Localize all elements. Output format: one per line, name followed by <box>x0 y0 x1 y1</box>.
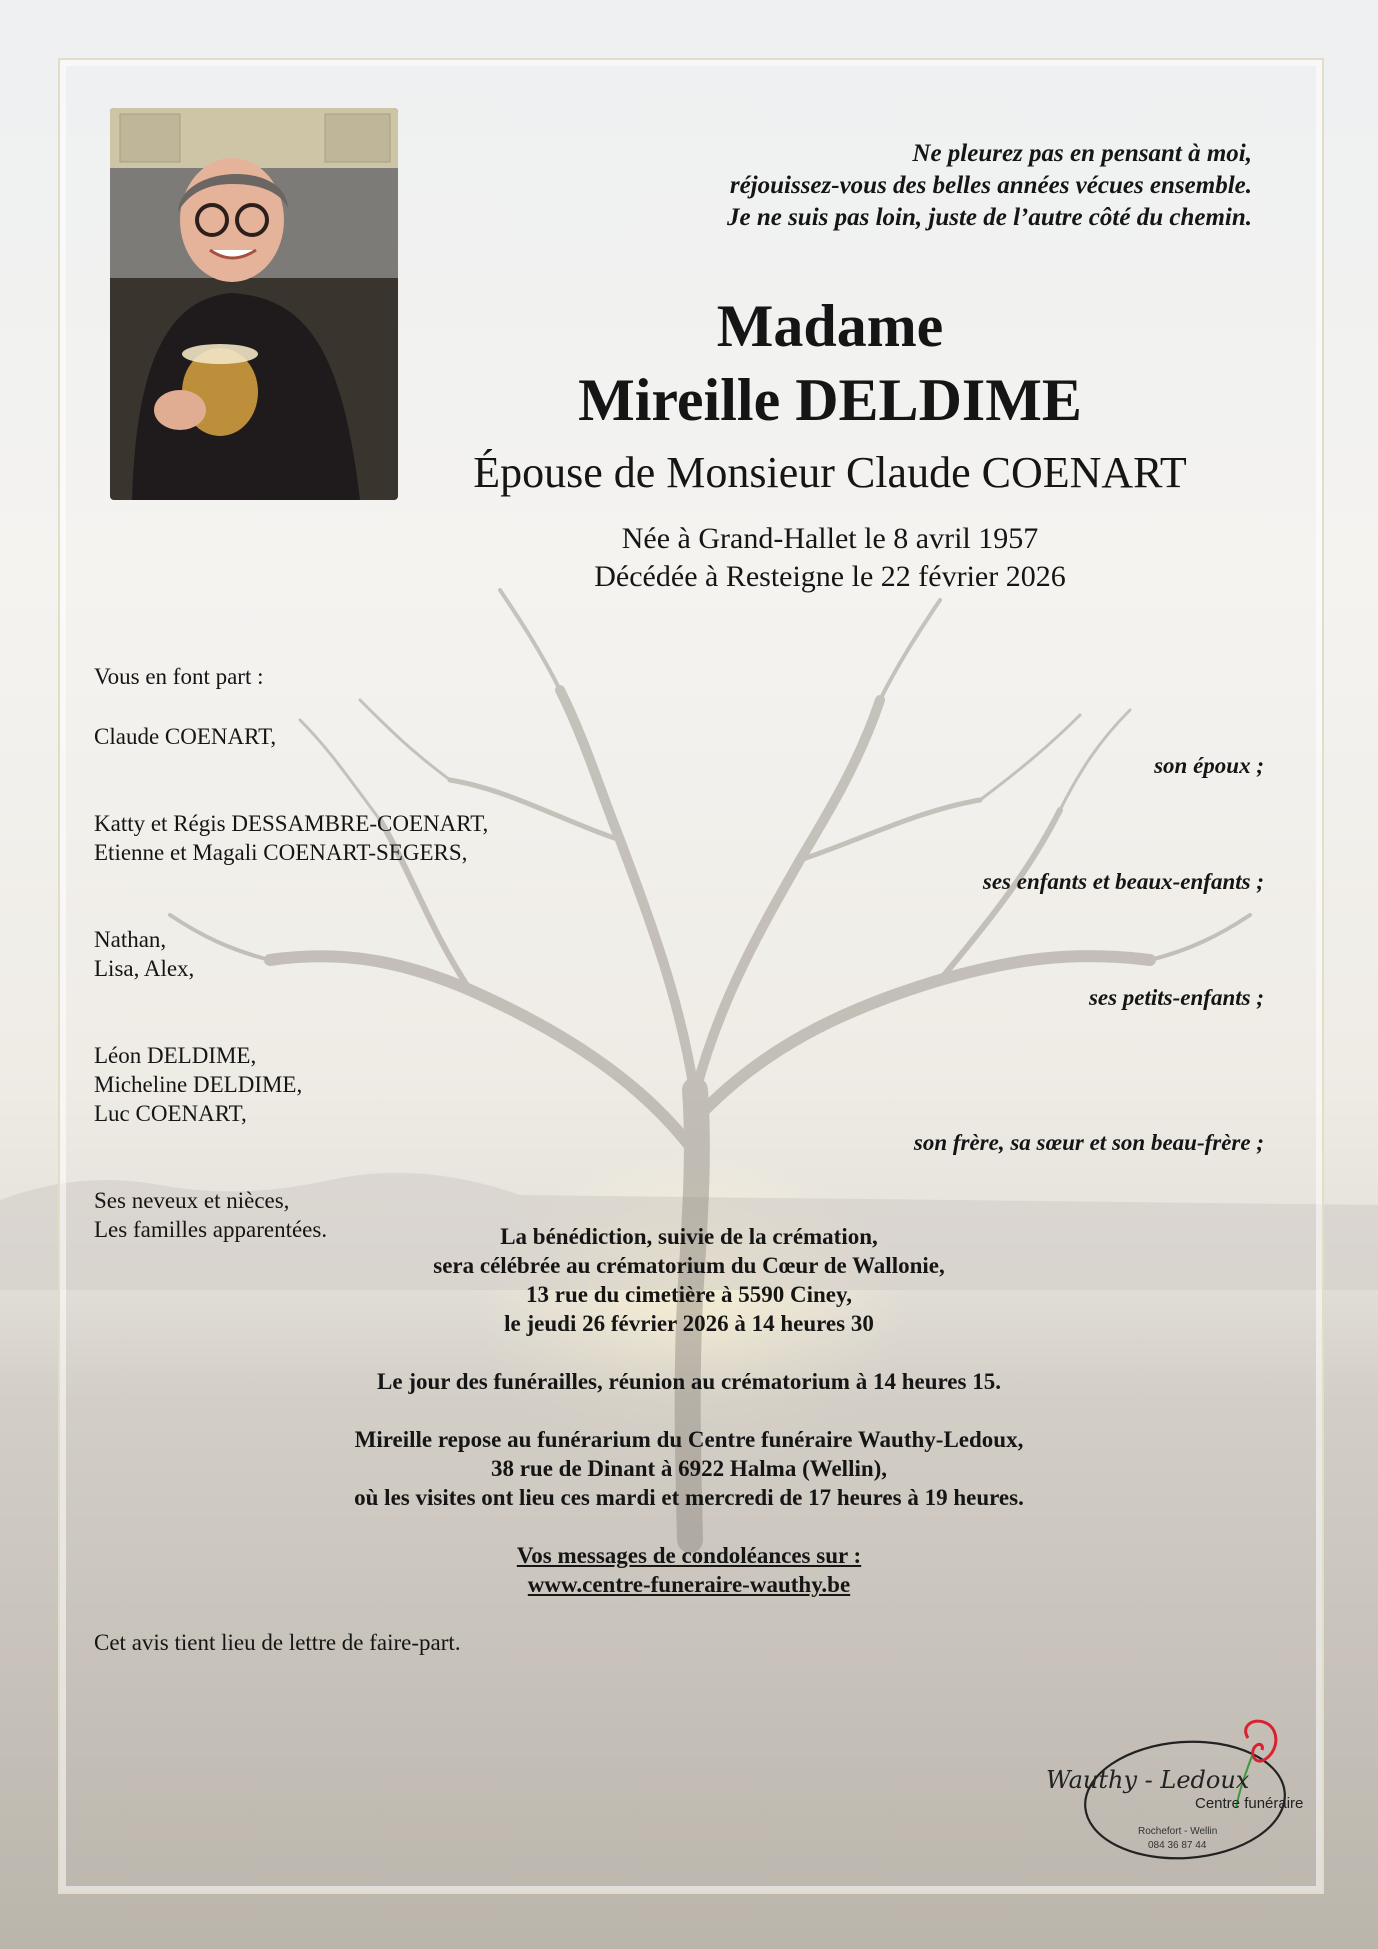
quote-line: réjouissez-vous des belles années vécues ensemble. <box>729 172 1252 199</box>
family-group-grandchildren <box>94 925 1264 1012</box>
honorific: Madame <box>716 293 944 359</box>
family-name: Les familles apparentées. <box>94 1217 328 1242</box>
death-line: Décédée à Resteigne le 22 février 2026 <box>594 560 1066 593</box>
family-name: Léon DELDIME, <box>94 1043 257 1068</box>
portrait-photo <box>110 108 398 500</box>
family-name: Micheline DELDIME, <box>94 1072 303 1097</box>
rest-line: 38 rue de Dinant à 6922 Halma (Wellin), <box>490 1456 888 1481</box>
deceased-name: Mireille DELDIME <box>578 367 1082 433</box>
logo-phone: 084 36 87 44 <box>1148 1840 1207 1851</box>
family-group-children <box>94 809 1264 896</box>
ceremony-details <box>160 1222 1218 1599</box>
condolences-label: Vos messages de condoléances sur : <box>516 1543 862 1568</box>
announcement-intro: Vous en font part : <box>94 664 264 689</box>
family-list <box>94 722 1264 1244</box>
memorial-quote <box>492 138 1252 234</box>
logo-locations: Rochefort - Wellin <box>1138 1826 1218 1837</box>
closing-note: Cet avis tient lieu de lettre de faire-part. <box>94 1630 461 1655</box>
ceremony-line: sera célébrée au crématorium du Cœur de Wallonie, <box>433 1253 945 1278</box>
ceremony-line: 13 rue du cimetière à 5590 Ciney, <box>526 1282 852 1307</box>
ceremony-line: le jeudi 26 février 2026 à 14 heures 30 <box>504 1311 874 1336</box>
birth-line: Née à Grand-Hallet le 8 avril 1957 <box>621 522 1039 555</box>
family-name: Nathan, <box>94 927 167 952</box>
family-relation: son frère, sa sœur et son beau-frère ; <box>913 1130 1264 1155</box>
family-name: Lisa, Alex, <box>94 956 195 981</box>
quote-line: Je ne suis pas loin, juste de l’autre côté du chemin. <box>726 204 1252 231</box>
family-name: Etienne et Magali COENART-SEGERS, <box>94 840 468 865</box>
rest-line: où les visites ont lieu ces mardi et mercredi de 17 heures à 19 heures. <box>354 1485 1024 1510</box>
condolences-link[interactable]: www.centre-funeraire-wauthy.be <box>527 1572 851 1597</box>
family-name: Ses neveux et nièces, <box>94 1188 290 1213</box>
spouse-line: Épouse de Monsieur Claude COENART <box>473 448 1187 497</box>
logo-subtitle: Centre funéraire <box>1195 1795 1304 1812</box>
funeral-home-logo <box>1040 1716 1320 1862</box>
quote-line: Ne pleurez pas en pensant à moi, <box>912 140 1252 167</box>
family-relation: son époux ; <box>1154 753 1264 778</box>
ceremony-line: La bénédiction, suivie de la crémation, <box>500 1224 878 1249</box>
family-group-siblings <box>94 1041 1264 1157</box>
life-dates <box>410 520 1250 596</box>
meeting-line: Le jour des funérailles, réunion au crématorium à 14 heures 15. <box>377 1369 1001 1394</box>
family-relation: ses petits-enfants ; <box>1088 985 1264 1010</box>
deceased-title-block <box>410 290 1250 596</box>
family-name: Katty et Régis DESSAMBRE-COENART, <box>94 811 489 836</box>
logo-brand: Wauthy - Ledoux <box>1046 1766 1250 1794</box>
family-name: Claude COENART, <box>94 724 277 749</box>
family-name: Luc COENART, <box>94 1101 247 1126</box>
family-relation: ses enfants et beaux-enfants ; <box>982 869 1264 894</box>
family-group-spouse <box>94 722 1264 780</box>
rest-line: Mireille repose au funérarium du Centre funéraire Wauthy-Ledoux, <box>354 1427 1024 1452</box>
